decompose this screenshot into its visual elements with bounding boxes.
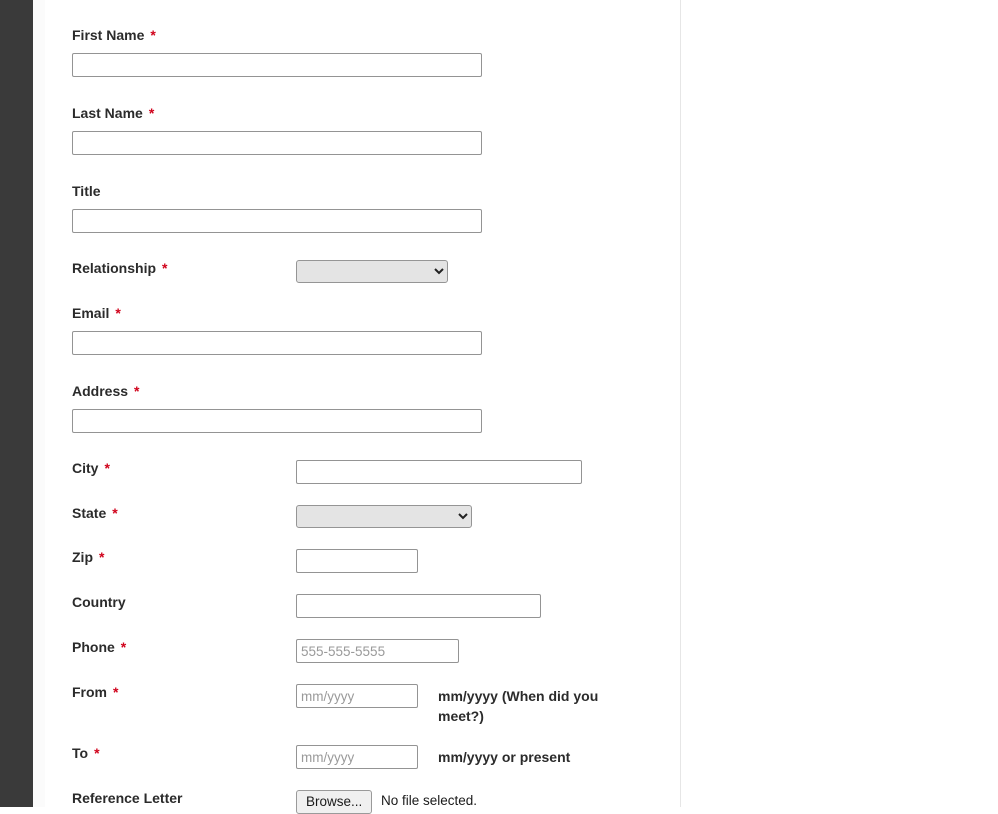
label-zip (72, 549, 104, 565)
label-text: First Name (72, 27, 145, 43)
label-last-name (72, 105, 154, 121)
label-first-name (72, 27, 156, 43)
select-relationship[interactable] (296, 260, 448, 283)
input-phone[interactable] (296, 639, 459, 663)
label-text: Country (72, 594, 126, 610)
label-text: From (72, 684, 107, 700)
required-marker: * (162, 260, 168, 276)
label-text: Email (72, 305, 110, 321)
label-text: Reference Letter (72, 790, 183, 806)
input-city[interactable] (296, 460, 582, 484)
label-state (72, 505, 118, 521)
label-text: Last Name (72, 105, 143, 121)
browse-button[interactable]: Browse... (296, 790, 372, 814)
label-text: Zip (72, 549, 93, 565)
required-marker: * (99, 549, 105, 565)
label-text: City (72, 460, 99, 476)
required-marker: * (94, 745, 100, 761)
required-marker: * (120, 639, 127, 655)
select-state[interactable] (296, 505, 472, 528)
hint-from-date: mm/yyyy (When did you meet?) (438, 688, 599, 724)
file-status-text: No file selected. (381, 793, 478, 808)
input-from-date[interactable] (296, 684, 418, 708)
label-text: Relationship (72, 260, 157, 276)
required-marker: * (115, 305, 121, 321)
label-reference-letter (72, 790, 183, 806)
label-text: Title (72, 183, 101, 199)
required-marker: * (134, 383, 140, 399)
input-last-name[interactable] (72, 131, 482, 155)
label-phone (72, 639, 126, 655)
label-text: To (72, 745, 89, 761)
reference-form (45, 0, 680, 807)
required-marker: * (104, 460, 110, 476)
required-marker: * (112, 505, 118, 521)
sidebar-column (681, 0, 998, 807)
left-gutter (33, 0, 45, 807)
label-to (72, 745, 100, 761)
label-title (72, 183, 101, 199)
hint-to-date: mm/yyyy or present (438, 749, 571, 765)
label-text: Address (72, 383, 129, 399)
label-text: State (72, 505, 107, 521)
label-address (72, 383, 139, 399)
input-address[interactable] (72, 409, 482, 433)
label-relationship (72, 260, 167, 276)
required-marker: * (113, 684, 119, 700)
label-country (72, 594, 126, 610)
input-to-date[interactable] (296, 745, 418, 769)
label-text: Phone (72, 639, 115, 655)
input-country[interactable] (296, 594, 541, 618)
label-from (72, 684, 118, 700)
input-first-name[interactable] (72, 53, 482, 77)
input-zip[interactable] (296, 549, 418, 573)
input-title[interactable] (72, 209, 482, 233)
required-marker: * (150, 27, 156, 43)
input-email[interactable] (72, 331, 482, 355)
left-rail (0, 0, 33, 807)
required-marker: * (148, 105, 155, 121)
label-email (72, 305, 121, 321)
label-city (72, 460, 110, 476)
